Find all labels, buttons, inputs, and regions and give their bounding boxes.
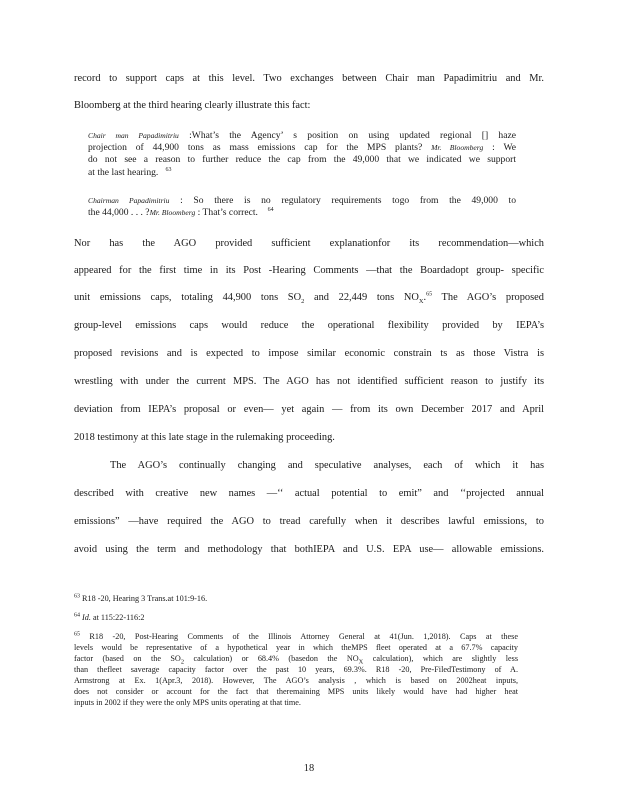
quote-line xyxy=(88,142,516,154)
footnote-line: levels would be representative of a hypothetical year in which theMPS fleet operated at a 67.7% capacity xyxy=(74,643,518,652)
body-text: unit emissions caps, totaling 44,900 tons SO xyxy=(74,292,302,303)
quote-text: at the last hearing. xyxy=(88,167,159,178)
quote-line xyxy=(88,207,516,219)
footnote-line xyxy=(74,632,518,642)
quote-text: : That’s correct. xyxy=(195,207,258,218)
body-line: record to support caps at this level. Two exchanges between Chair man Papadimitriu and Mr. xyxy=(74,73,544,84)
footnote-number: 65 xyxy=(74,631,80,638)
body-line: deviation from IEPA’s proposal or even— yet again — from its own December 2017 and April xyxy=(74,404,544,415)
quote-line xyxy=(88,167,516,179)
body-text: and 22,449 tons NO xyxy=(304,292,419,303)
quote-line xyxy=(88,195,516,207)
page-number: 18 xyxy=(303,763,315,774)
quote-text: the 44,000 . . . ? xyxy=(88,207,150,218)
body-line: wrestling with under the current MPS. The AGO has not identified sufficient reason to justify its xyxy=(74,376,544,387)
subscript: 2 xyxy=(180,658,185,666)
footnote-line: inputs in 2002 if they were the only MPS units operating at that time. xyxy=(74,698,301,707)
body-line: 2018 testimony at this late stage in the rulemaking proceeding. xyxy=(74,432,335,443)
footnote-line xyxy=(74,654,518,664)
footnote-63 xyxy=(74,594,518,604)
body-line: appeared for the first time in its Post -Hearing Comments —that the Boardadopt group- specific xyxy=(74,265,544,276)
body-line: Bloomberg at the third hearing clearly illustrate this fact: xyxy=(74,100,311,111)
footnote-text: R18 -20, Post-Hearing Comments of the Illinois Attorney General at 41(Jun. 1,2018). Caps at these xyxy=(80,632,518,641)
quote-text: : So there is no regulatory requirements togo from the 49,000 to xyxy=(169,195,516,206)
quote-text: :What’s the Agency’ s position on using updated regional [] haze xyxy=(178,130,516,141)
quote-speaker: Chairman Papadimitriu xyxy=(88,196,170,205)
footnote-italic: Id. xyxy=(82,613,91,622)
footnote-line: does not consider or account for the fact that theremaining MPS units likely would have had higher heat xyxy=(74,687,518,696)
quote-line xyxy=(88,130,516,142)
footnote-text: factor (based on the SO xyxy=(74,654,181,663)
subscript: X xyxy=(418,298,424,306)
quote-text: : We xyxy=(483,142,516,153)
body-line: The AGO’s continually changing and speculative analyses, each of which it has xyxy=(110,460,544,471)
footnote-text: at 115:22-116:2 xyxy=(90,613,145,622)
footnote-line: than thefleet saverage capacity factor over the past 10 years, 69.3%. R18 -20, Pre-FiledTestimony of A. xyxy=(74,665,518,674)
quote-line: do not see a reason to further reduce the cap from the 49,000 that we indicated we support xyxy=(88,154,516,165)
quote-text: projection of 44,900 tons as mass emissions cap for the MPS plants? xyxy=(88,142,423,153)
body-line: Nor has the AGO provided sufficient explanationfor its recommendation—which xyxy=(74,238,544,249)
footnote-text: R18 -20, Hearing 3 Trans.at 101:9-16. xyxy=(80,594,208,603)
footnote-ref[interactable]: 63 xyxy=(165,166,172,173)
body-line: group-level emissions caps would reduce the operational flexibility provided by IEPA’s xyxy=(74,320,544,331)
quote-speaker: Mr. Bloomberg xyxy=(149,208,196,217)
footnote-64 xyxy=(74,613,518,623)
body-line: described with creative new names —‘‘ actual potential to emit” and ‘‘projected annual xyxy=(74,488,544,499)
body-line: emissions” —have required the AGO to tread carefully when it describes lawful emissions, to xyxy=(74,516,544,527)
quote-speaker: Chair man Papadimitriu xyxy=(88,131,179,140)
subscript: X xyxy=(358,658,364,666)
footnote-number: 64 xyxy=(74,612,80,619)
footnote-text: calculation), which are slightly less xyxy=(363,654,519,663)
body-line: avoid using the term and methodology that bothIEPA and U.S. EPA use— allowable emissions. xyxy=(74,544,544,555)
body-text: The AGO’s proposed xyxy=(432,292,544,303)
footnote-line: Armstrong at Ex. 1(Apr.3, 2018). However, The AGO’s analysis , which is based on 2002heat inputs, xyxy=(74,676,518,685)
footnote-number: 63 xyxy=(74,593,80,600)
footnote-text: calculation) or 68.4% (basedon the NO xyxy=(184,654,359,663)
body-line: proposed revisions and is expected to impose similar economic constrain ts as those Vistra is xyxy=(74,348,544,359)
footnote-ref[interactable]: 65 xyxy=(426,291,433,298)
quote-speaker: Mr. Bloomberg xyxy=(431,143,484,152)
body-line: unit emissions caps, totaling 44,900 tons $SO_2$ and 22,449 tons $NO_X.^{65}$ The AGO’s proposed xyxy=(74,291,544,306)
subscript: 2 xyxy=(301,298,305,306)
footnote-ref[interactable]: 64 xyxy=(267,206,274,213)
